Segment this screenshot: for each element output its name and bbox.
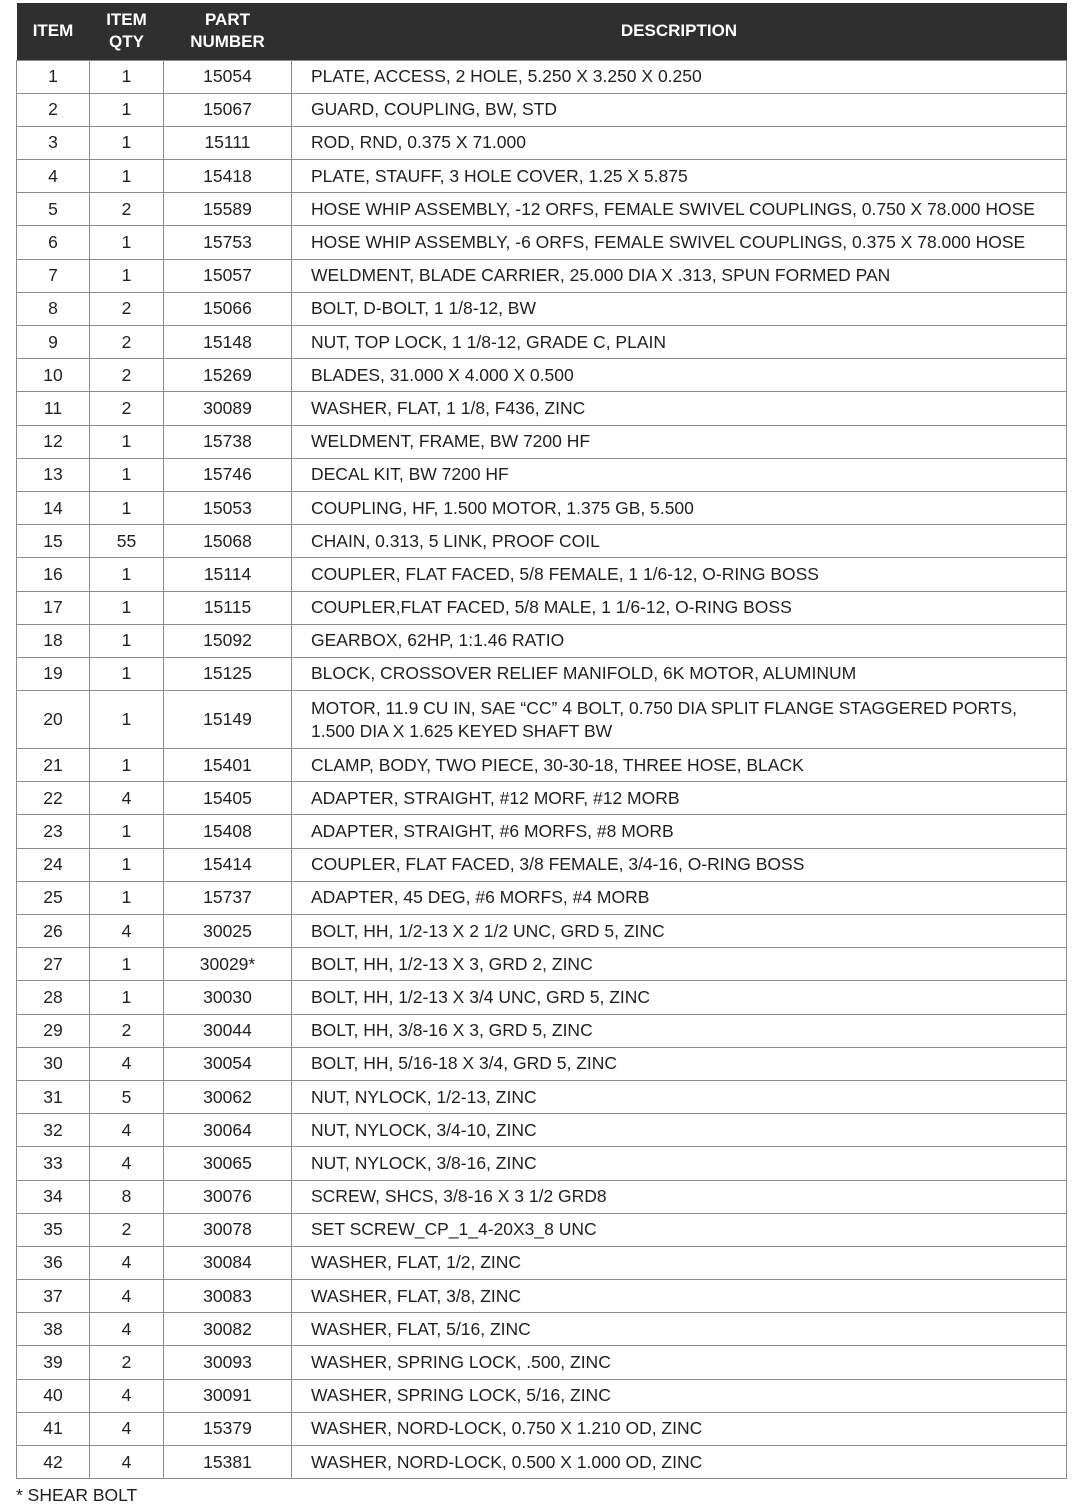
item-qty-cell: 1 [90,425,164,458]
table-row [17,815,1067,848]
part-number-cell: 15068 [164,525,292,558]
item-cell: 3 [17,126,90,159]
part-number-cell: 15125 [164,657,292,690]
table-row [17,1280,1067,1313]
item-cell: 42 [17,1446,90,1479]
header-part-number [164,3,292,60]
description-cell: ADAPTER, 45 DEG, #6 MORFS, #4 MORB [292,881,1067,914]
table-row [17,848,1067,881]
table-row [17,1047,1067,1080]
item-cell: 34 [17,1180,90,1213]
part-number-cell: 30030 [164,981,292,1014]
table-body [17,60,1067,1479]
table-row [17,60,1067,93]
item-cell: 5 [17,193,90,226]
part-number-cell: 30044 [164,1014,292,1047]
table-row [17,1147,1067,1180]
part-number-cell: 30065 [164,1147,292,1180]
item-qty-cell: 4 [90,782,164,815]
part-number-cell: 15092 [164,624,292,657]
description-cell: BLADES, 31.000 X 4.000 X 0.500 [292,359,1067,392]
item-qty-cell: 1 [90,657,164,690]
part-number-cell: 15067 [164,93,292,126]
description-cell: NUT, NYLOCK, 3/8-16, ZINC [292,1147,1067,1180]
item-qty-cell: 1 [90,259,164,292]
table-row [17,193,1067,226]
item-qty-cell: 1 [90,948,164,981]
item-cell: 21 [17,749,90,782]
description-cell: CLAMP, BODY, TWO PIECE, 30-30-18, THREE HOSE, BLACK [292,749,1067,782]
part-number-cell: 15738 [164,425,292,458]
item-qty-cell: 2 [90,292,164,325]
table-row [17,881,1067,914]
table-row [17,359,1067,392]
item-cell: 39 [17,1346,90,1379]
part-number-cell: 15753 [164,226,292,259]
item-cell: 33 [17,1147,90,1180]
item-cell: 28 [17,981,90,1014]
item-qty-cell: 1 [90,981,164,1014]
part-number-cell: 15148 [164,326,292,359]
item-cell: 7 [17,259,90,292]
part-number-cell: 15405 [164,782,292,815]
item-qty-cell: 2 [90,1346,164,1379]
description-cell: WASHER, SPRING LOCK, .500, ZINC [292,1346,1067,1379]
description-cell: ADAPTER, STRAIGHT, #6 MORFS, #8 MORB [292,815,1067,848]
item-qty-cell: 4 [90,915,164,948]
table-row [17,491,1067,524]
header-part-number-line2: NUMBER [190,32,265,52]
part-number-cell: 30093 [164,1346,292,1379]
part-number-cell: 15737 [164,881,292,914]
table-row [17,1313,1067,1346]
item-cell: 22 [17,782,90,815]
item-qty-cell: 1 [90,93,164,126]
table-row [17,1346,1067,1379]
item-cell: 19 [17,657,90,690]
header-row [17,3,1067,60]
footnote-shear-bolt: * SHEAR BOLT [16,1485,138,1505]
description-cell: COUPLING, HF, 1.500 MOTOR, 1.375 GB, 5.500 [292,491,1067,524]
description-cell: WELDMENT, FRAME, BW 7200 HF [292,425,1067,458]
description-cell: BOLT, D-BOLT, 1 1/8-12, BW [292,292,1067,325]
item-cell: 27 [17,948,90,981]
item-cell: 9 [17,326,90,359]
item-cell: 14 [17,491,90,524]
item-cell: 38 [17,1313,90,1346]
table-row [17,292,1067,325]
description-cell: BOLT, HH, 1/2-13 X 3/4 UNC, GRD 5, ZINC [292,981,1067,1014]
description-cell: SCREW, SHCS, 3/8-16 X 3 1/2 GRD8 [292,1180,1067,1213]
part-number-cell: 30091 [164,1379,292,1412]
header-item-qty-line2: QTY [109,32,144,52]
item-cell: 32 [17,1114,90,1147]
description-cell: PLATE, STAUFF, 3 HOLE COVER, 1.25 X 5.875 [292,160,1067,193]
item-qty-cell: 1 [90,591,164,624]
part-number-cell: 15114 [164,558,292,591]
item-qty-cell: 2 [90,359,164,392]
item-qty-cell: 1 [90,624,164,657]
description-cell: BOLT, HH, 1/2-13 X 2 1/2 UNC, GRD 5, ZINC [292,915,1067,948]
description-cell: COUPLER, FLAT FACED, 3/8 FEMALE, 3/4-16, O-RING BOSS [292,848,1067,881]
table-row [17,1379,1067,1412]
description-cell: BOLT, HH, 1/2-13 X 3, GRD 2, ZINC [292,948,1067,981]
part-number-cell: 15379 [164,1412,292,1445]
item-qty-cell: 2 [90,326,164,359]
description-cell: SET SCREW_CP_1_4-20X3_8 UNC [292,1213,1067,1246]
item-qty-cell: 4 [90,1047,164,1080]
table-row [17,1114,1067,1147]
part-number-cell: 30064 [164,1114,292,1147]
part-number-cell: 15589 [164,193,292,226]
item-cell: 25 [17,881,90,914]
item-qty-cell: 4 [90,1412,164,1445]
item-cell: 20 [17,691,90,749]
part-number-cell: 30076 [164,1180,292,1213]
item-cell: 1 [17,60,90,93]
table-row [17,591,1067,624]
item-qty-cell: 1 [90,558,164,591]
table-header [17,3,1067,60]
item-cell: 13 [17,458,90,491]
part-number-cell: 15401 [164,749,292,782]
part-number-cell: 30083 [164,1280,292,1313]
description-cell: HOSE WHIP ASSEMBLY, -6 ORFS, FEMALE SWIVEL COUPLINGS, 0.375 X 78.000 HOSE [292,226,1067,259]
part-number-cell: 15066 [164,292,292,325]
item-cell: 26 [17,915,90,948]
table-row [17,126,1067,159]
description-cell: DECAL KIT, BW 7200 HF [292,458,1067,491]
description-cell: COUPLER, FLAT FACED, 5/8 FEMALE, 1 1/6-12, O-RING BOSS [292,558,1067,591]
part-number-cell: 15149 [164,691,292,749]
table-row [17,259,1067,292]
part-number-cell: 30062 [164,1080,292,1113]
description-cell: ADAPTER, STRAIGHT, #12 MORF, #12 MORB [292,782,1067,815]
header-description: DESCRIPTION [292,3,1067,60]
part-number-cell: 15746 [164,458,292,491]
description-cell: BLOCK, CROSSOVER RELIEF MANIFOLD, 6K MOTOR, ALUMINUM [292,657,1067,690]
description-cell: WASHER, FLAT, 5/16, ZINC [292,1313,1067,1346]
table-row [17,1412,1067,1445]
item-cell: 35 [17,1213,90,1246]
table-row [17,749,1067,782]
table-row [17,624,1067,657]
item-qty-cell: 4 [90,1280,164,1313]
item-qty-cell: 8 [90,1180,164,1213]
item-cell: 17 [17,591,90,624]
item-cell: 15 [17,525,90,558]
description-cell: WASHER, FLAT, 3/8, ZINC [292,1280,1067,1313]
table-row [17,1213,1067,1246]
part-number-cell: 15057 [164,259,292,292]
item-cell: 6 [17,226,90,259]
table-row [17,1446,1067,1479]
table-row [17,1014,1067,1047]
description-cell: NUT, NYLOCK, 3/4-10, ZINC [292,1114,1067,1147]
description-cell: HOSE WHIP ASSEMBLY, -12 ORFS, FEMALE SWIVEL COUPLINGS, 0.750 X 78.000 HOSE [292,193,1067,226]
part-number-cell: 30082 [164,1313,292,1346]
table-row [17,558,1067,591]
description-cell: PLATE, ACCESS, 2 HOLE, 5.250 X 3.250 X 0.250 [292,60,1067,93]
description-cell: NUT, TOP LOCK, 1 1/8-12, GRADE C, PLAIN [292,326,1067,359]
part-number-cell: 30084 [164,1246,292,1279]
table-row [17,691,1067,749]
table-row [17,458,1067,491]
item-cell: 24 [17,848,90,881]
item-qty-cell: 4 [90,1313,164,1346]
item-cell: 2 [17,93,90,126]
description-cell: ROD, RND, 0.375 X 71.000 [292,126,1067,159]
item-qty-cell: 4 [90,1147,164,1180]
item-qty-cell: 2 [90,1213,164,1246]
item-qty-cell: 4 [90,1446,164,1479]
item-cell: 30 [17,1047,90,1080]
table-row [17,915,1067,948]
table-row [17,1246,1067,1279]
item-qty-cell: 1 [90,126,164,159]
part-number-cell: 15381 [164,1446,292,1479]
item-cell: 10 [17,359,90,392]
item-cell: 31 [17,1080,90,1113]
table-row [17,782,1067,815]
part-number-cell: 15414 [164,848,292,881]
item-qty-cell: 1 [90,160,164,193]
item-qty-cell: 1 [90,848,164,881]
description-cell: CHAIN, 0.313, 5 LINK, PROOF COIL [292,525,1067,558]
table-row [17,1080,1067,1113]
item-cell: 36 [17,1246,90,1279]
table-row [17,226,1067,259]
description-cell: BOLT, HH, 3/8-16 X 3, GRD 5, ZINC [292,1014,1067,1047]
item-cell: 8 [17,292,90,325]
part-number-cell: 15418 [164,160,292,193]
item-qty-cell: 1 [90,749,164,782]
item-cell: 23 [17,815,90,848]
item-qty-cell: 5 [90,1080,164,1113]
item-cell: 40 [17,1379,90,1412]
item-qty-cell: 4 [90,1379,164,1412]
table-row [17,392,1067,425]
header-part-number-line1: PART [204,10,250,30]
description-cell: BOLT, HH, 5/16-18 X 3/4, GRD 5, ZINC [292,1047,1067,1080]
description-cell: WASHER, FLAT, 1 1/8, F436, ZINC [292,392,1067,425]
header-item-qty [90,3,164,60]
description-cell: WELDMENT, BLADE CARRIER, 25.000 DIA X .313, SPUN FORMED PAN [292,259,1067,292]
description-cell: MOTOR, 11.9 CU IN, SAE “CC” 4 BOLT, 0.750 DIA SPLIT FLANGE STAGGERED PORTS, 1.500 DIA X 1.625 KEYED SHAFT BW [292,691,1067,749]
table-row [17,525,1067,558]
part-number-cell: 30078 [164,1213,292,1246]
item-cell: 4 [17,160,90,193]
item-qty-cell: 1 [90,881,164,914]
item-qty-cell: 1 [90,691,164,749]
part-number-cell: 15111 [164,126,292,159]
parts-list-table [16,3,1067,1479]
part-number-cell: 15115 [164,591,292,624]
description-cell: NUT, NYLOCK, 1/2-13, ZINC [292,1080,1067,1113]
item-qty-cell: 1 [90,458,164,491]
table-row [17,326,1067,359]
part-number-cell: 15408 [164,815,292,848]
item-cell: 12 [17,425,90,458]
table-row [17,981,1067,1014]
description-cell: WASHER, SPRING LOCK, 5/16, ZINC [292,1379,1067,1412]
table-row [17,1180,1067,1213]
description-cell: WASHER, FLAT, 1/2, ZINC [292,1246,1067,1279]
table-row [17,160,1067,193]
item-qty-cell: 1 [90,491,164,524]
item-qty-cell: 4 [90,1114,164,1147]
table-row [17,93,1067,126]
table-row [17,948,1067,981]
item-qty-cell: 2 [90,392,164,425]
item-qty-cell: 4 [90,1246,164,1279]
item-qty-cell: 1 [90,226,164,259]
item-cell: 37 [17,1280,90,1313]
description-cell: WASHER, NORD-LOCK, 0.500 X 1.000 OD, ZINC [292,1446,1067,1479]
part-number-cell: 30089 [164,392,292,425]
item-cell: 11 [17,392,90,425]
item-cell: 18 [17,624,90,657]
item-cell: 41 [17,1412,90,1445]
table-row [17,425,1067,458]
part-number-cell: 15053 [164,491,292,524]
item-qty-cell: 1 [90,815,164,848]
header-item: ITEM [17,3,90,60]
item-cell: 16 [17,558,90,591]
description-cell: COUPLER,FLAT FACED, 5/8 MALE, 1 1/6-12, O-RING BOSS [292,591,1067,624]
part-number-cell: 30025 [164,915,292,948]
table-row [17,657,1067,690]
description-cell: WASHER, NORD-LOCK, 0.750 X 1.210 OD, ZINC [292,1412,1067,1445]
item-cell: 29 [17,1014,90,1047]
item-qty-cell: 1 [90,60,164,93]
part-number-cell: 15054 [164,60,292,93]
item-qty-cell: 55 [90,525,164,558]
part-number-cell: 30054 [164,1047,292,1080]
description-cell: GEARBOX, 62HP, 1:1.46 RATIO [292,624,1067,657]
part-number-cell: 15269 [164,359,292,392]
item-qty-cell: 2 [90,193,164,226]
description-cell: GUARD, COUPLING, BW, STD [292,93,1067,126]
header-item-qty-line1: ITEM [106,10,147,30]
item-qty-cell: 2 [90,1014,164,1047]
part-number-cell: 30029* [164,948,292,981]
